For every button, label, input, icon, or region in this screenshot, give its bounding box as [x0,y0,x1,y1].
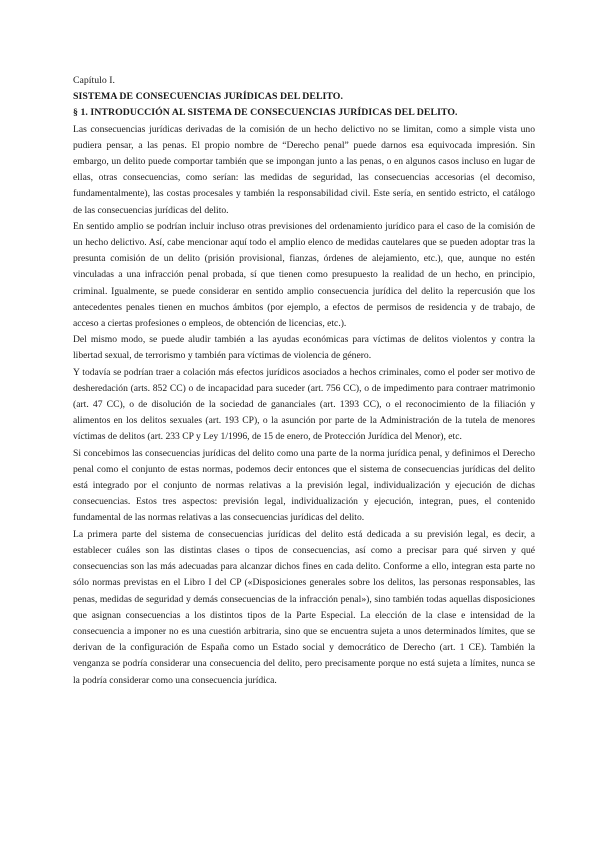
paragraph-5: Si concebimos las consecuencias jurídicas del delito como una parte de la norma jurídica penal, y definimos el Derecho penal como el conjunto de estas normas, podemos decir entonces que el sistema de consecuencias jurídicas del delito está integrado por el conjunto de normas relativas a la previsión legal, individualización y ejecución de dichas consecuencias. Estos tres aspectos: previsión legal, individualización y ejecución, integran, pues, el contenido fundamental de las normas relativas a las consecuencias jurídicas del delito. [73,447,535,524]
chapter-title: SISTEMA DE CONSECUENCIAS JURÍDICAS DEL DELITO. [73,91,343,103]
paragraph-1: Las consecuencias jurídicas derivadas de la comisión de un hecho delictivo no se limitan, como a simple vista uno pudiera pensar, a las penas. El propio nombre de “Derecho penal” puede darnos esa equivocada impresión. Sin embargo, un delito puede comportar también que se impongan junto a las penas, o en algunos casos incluso en lugar de ellas, otras consecuencias, como serían: las medidas de seguridad, las consecuencias accesorias (el decomiso, fundamentalmente), las costas procesales y también la responsabilidad civil. Este sería, en sentido estricto, el catálogo de las consecuencias jurídicas del delito. [73,123,535,216]
paragraph-3: Del mismo modo, se puede aludir también a las ayudas económicas para víctimas de delitos violentos y contra la libertad sexual, de terrorismo y también para víctimas de violencia de género. [73,334,535,362]
section-title: § 1. INTRODUCCIÓN AL SISTEMA DE CONSECUENCIAS JURÍDICAS DEL DELITO. [73,107,458,119]
document-page [73,73,535,689]
paragraph-6: La primera parte del sistema de consecuencias jurídicas del delito está dedicada a su previsión legal, es decir, a establecer cuáles son las distintas clases o tipos de consecuencias, así como a precisar para qué sirven y qué consecuencias son las más adecuadas para alcanzar dichos fines en cada delito. Conforme a ello, integran esta parte no sólo normas previstas en el Libro I del CP («Disposiciones generales sobre los delitos, las personas responsables, las penas, medidas de seguridad y demás consecuencias de la infracción penal»), sino también todas aquellas disposiciones que asignan consecuencias a los distintos tipos de la Parte Especial. La elección de la clase e intensidad de la consecuencia a imponer no es una cuestión arbitraria, sino que se encuentra sujeta a unos determinados límites, que se derivan de la configuración de España como un Estado social y democrático de Derecho (art. 1 CE). También la venganza se podría considerar una consecuencia del delito, pero precisamente porque no está sujeta a límites, nunca se la podría considerar como una consecuencia jurídica. [73,528,535,686]
chapter-label: Capítulo I. [73,75,115,86]
paragraph-4: Y todavía se podrían traer a colación más efectos jurídicos asociados a hechos criminales, como el poder ser motivo de desheredación (arts. 852 CC) o de incapacidad para suceder (art. 756 CC), o de impedimento para contraer matrimonio (art. 47 CC), o de disolución de la sociedad de gananciales (art. 1393 CC), o el reconocimiento de la filiación y alimentos en los delitos sexuales (art. 193 CP), o la asunción por parte de la Administración de la tutela de menores víctimas de delitos (art. 233 CP y Ley 1/1996, de 15 de enero, de Protección Jurídica del Menor), etc. [73,366,535,443]
paragraph-2: En sentido amplio se podrían incluir incluso otras previsiones del ordenamiento jurídico para el caso de la comisión de un hecho delictivo. Así, cabe mencionar aquí todo el amplio elenco de medidas cautelares que se pueden adoptar tras la presunta comisión de un delito (prisión provisional, fianzas, órdenes de alejamiento, etc.), que, aunque no estén vinculadas a una infracción penal probada, sí que tienen como presupuesto la realidad de un hecho, en principio, criminal. Igualmente, se puede considerar en sentido amplio consecuencia jurídica del delito la repercusión que los antecedentes penales tienen en muchos ámbitos (por ejemplo, a efectos de permisos de residencia y de trabajo, de acceso a ciertas profesiones o empleos, de obtención de licencias, etc.). [73,220,535,330]
